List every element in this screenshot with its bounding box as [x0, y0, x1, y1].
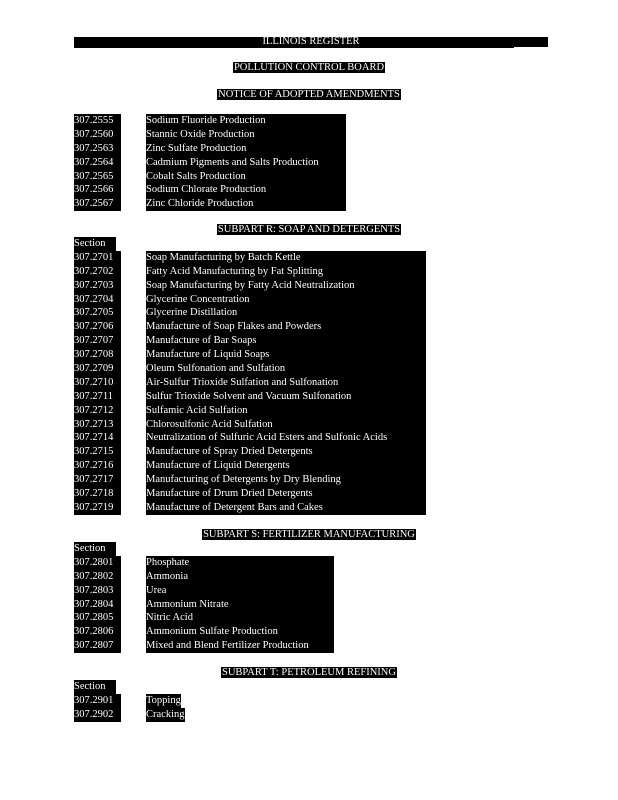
section-row — [74, 418, 273, 432]
section-number: 307.2701 — [74, 251, 121, 265]
section-row — [74, 334, 257, 348]
subpart-title: SUBPART T: PETROLEUM REFINING — [222, 667, 396, 678]
section-title: Cadmium Pigments and Salts Production — [146, 156, 346, 170]
section-column-label: Section — [74, 680, 116, 694]
section-row — [74, 390, 352, 404]
section-title: Manufacture of Bar Soaps — [146, 334, 426, 348]
subpart-title: SUBPART S: FERTILIZER MANUFACTURING — [203, 529, 415, 540]
notice-heading — [0, 88, 618, 101]
section-row — [74, 584, 167, 598]
section-number: 307.2807 — [74, 639, 121, 653]
section-number: 307.2710 — [74, 376, 121, 390]
section-row — [74, 293, 250, 307]
section-number: 307.2704 — [74, 293, 121, 307]
section-number: 307.2703 — [74, 279, 121, 293]
section-number: 307.2717 — [74, 473, 121, 487]
section-group — [74, 237, 388, 515]
section-title: Sulfur Trioxide Solvent and Vacuum Sulfonation — [146, 390, 426, 404]
section-column-label-row — [74, 237, 116, 251]
section-row — [74, 251, 301, 265]
section-row — [74, 431, 388, 445]
section-row — [74, 362, 286, 376]
section-number: 307.2716 — [74, 459, 121, 473]
section-group — [74, 680, 185, 722]
section-title: Sodium Fluoride Production — [146, 114, 346, 128]
section-title: Manufacturing of Detergents by Dry Blending — [146, 473, 426, 487]
section-title: Mixed and Blend Fertilizer Production — [146, 639, 334, 653]
section-number: 307.2714 — [74, 431, 121, 445]
section-number: 307.2902 — [74, 708, 121, 722]
section-number: 307.2803 — [74, 584, 121, 598]
section-title: Neutralization of Sulfuric Acid Esters and Sulfonic Acids — [146, 431, 426, 445]
section-title: Manufacture of Spray Dried Detergents — [146, 445, 426, 459]
section-row — [74, 501, 323, 515]
section-number: 307.2567 — [74, 197, 121, 211]
section-title: Soap Manufacturing by Batch Kettle — [146, 251, 426, 265]
section-number: 307.2702 — [74, 265, 121, 279]
section-number: 307.2718 — [74, 487, 121, 501]
section-row — [74, 694, 181, 708]
section-row — [74, 306, 238, 320]
section-title: Chlorosulfonic Acid Sulfation — [146, 418, 426, 432]
section-title: Ammonia — [146, 570, 334, 584]
section-row — [74, 611, 193, 625]
section-title: Manufacture of Drum Dried Detergents — [146, 487, 426, 501]
section-column-label-row — [74, 542, 116, 556]
section-number: 307.2712 — [74, 404, 121, 418]
section-number: 307.2806 — [74, 625, 121, 639]
section-row — [74, 487, 313, 501]
section-group — [74, 542, 309, 653]
section-row — [74, 473, 341, 487]
section-title: Topping — [146, 694, 181, 706]
section-title: Sodium Chlorate Production — [146, 183, 346, 197]
section-number: 307.2564 — [74, 156, 121, 170]
notice-title: NOTICE OF ADOPTED AMENDMENTS — [218, 89, 400, 100]
section-title: Soap Manufacturing by Fatty Acid Neutralization — [146, 279, 426, 293]
section-row — [74, 404, 248, 418]
section-number: 307.2709 — [74, 362, 121, 376]
section-number: 307.2563 — [74, 142, 121, 156]
section-number: 307.2711 — [74, 390, 121, 404]
register-title: ILLINOIS REGISTER — [262, 36, 360, 47]
section-number: 307.2719 — [74, 501, 121, 515]
section-column-label: Section — [74, 237, 116, 251]
section-row — [74, 625, 278, 639]
section-number: 307.2802 — [74, 570, 121, 584]
section-column-label: Section — [74, 542, 116, 556]
subpart-title: SUBPART R: SOAP AND DETERGENTS — [217, 224, 401, 235]
section-title: Manufacture of Soap Flakes and Powders — [146, 320, 426, 334]
section-title: Glycerine Concentration — [146, 293, 426, 307]
section-number: 307.2713 — [74, 418, 121, 432]
section-title: Manufacture of Liquid Detergents — [146, 459, 426, 473]
section-number: 307.2566 — [74, 183, 121, 197]
section-row — [74, 279, 355, 293]
section-title: Zinc Sulfate Production — [146, 142, 346, 156]
section-title: Zinc Chloride Production — [146, 197, 346, 211]
section-number: 307.2555 — [74, 114, 121, 128]
section-number: 307.2565 — [74, 170, 121, 184]
section-row — [74, 598, 229, 612]
section-row — [74, 348, 270, 362]
section-title: Manufacture of Liquid Soaps — [146, 348, 426, 362]
section-title: Glycerine Distillation — [146, 306, 426, 320]
section-title: Fatty Acid Manufacturing by Fat Splitting — [146, 265, 426, 279]
section-row — [74, 556, 190, 570]
section-title: Phosphate — [146, 556, 334, 570]
section-row — [74, 265, 324, 279]
section-number: 307.2804 — [74, 598, 121, 612]
section-number: 307.2715 — [74, 445, 121, 459]
section-number: 307.2707 — [74, 334, 121, 348]
section-title: Cobalt Salts Production — [146, 170, 346, 184]
section-title: Nitric Acid — [146, 611, 334, 625]
section-title: Oleum Sulfonation and Sulfation — [146, 362, 426, 376]
section-title: Ammonium Sulfate Production — [146, 625, 334, 639]
agency-heading — [0, 61, 618, 74]
section-title: Ammonium Nitrate — [146, 598, 334, 612]
section-title: Urea — [146, 584, 334, 598]
subpart-heading — [0, 223, 618, 236]
subpart-heading — [0, 528, 618, 541]
section-number: 307.2801 — [74, 556, 121, 570]
section-row — [74, 459, 290, 473]
section-row — [74, 376, 339, 390]
section-number: 307.2805 — [74, 611, 121, 625]
section-title: Cracking — [146, 708, 185, 720]
section-row — [74, 639, 309, 653]
section-title: Sulfamic Acid Sulfation — [146, 404, 426, 418]
section-number: 307.2705 — [74, 306, 121, 320]
section-title: Manufacture of Detergent Bars and Cakes — [146, 501, 426, 515]
section-row — [74, 320, 322, 334]
section-number: 307.2706 — [74, 320, 121, 334]
agency-name: POLLUTION CONTROL BOARD — [233, 62, 385, 73]
section-number: 307.2901 — [74, 694, 121, 708]
section-row — [74, 708, 185, 722]
section-number: 307.2708 — [74, 348, 121, 362]
subpart-heading — [0, 666, 618, 679]
section-row — [74, 570, 188, 584]
section-number: 307.2560 — [74, 128, 121, 142]
section-column-label-row — [74, 680, 116, 694]
section-row — [74, 445, 313, 459]
section-title: Air-Sulfur Trioxide Sulfation and Sulfonation — [146, 376, 426, 390]
section-title: Stannic Oxide Production — [146, 128, 346, 142]
